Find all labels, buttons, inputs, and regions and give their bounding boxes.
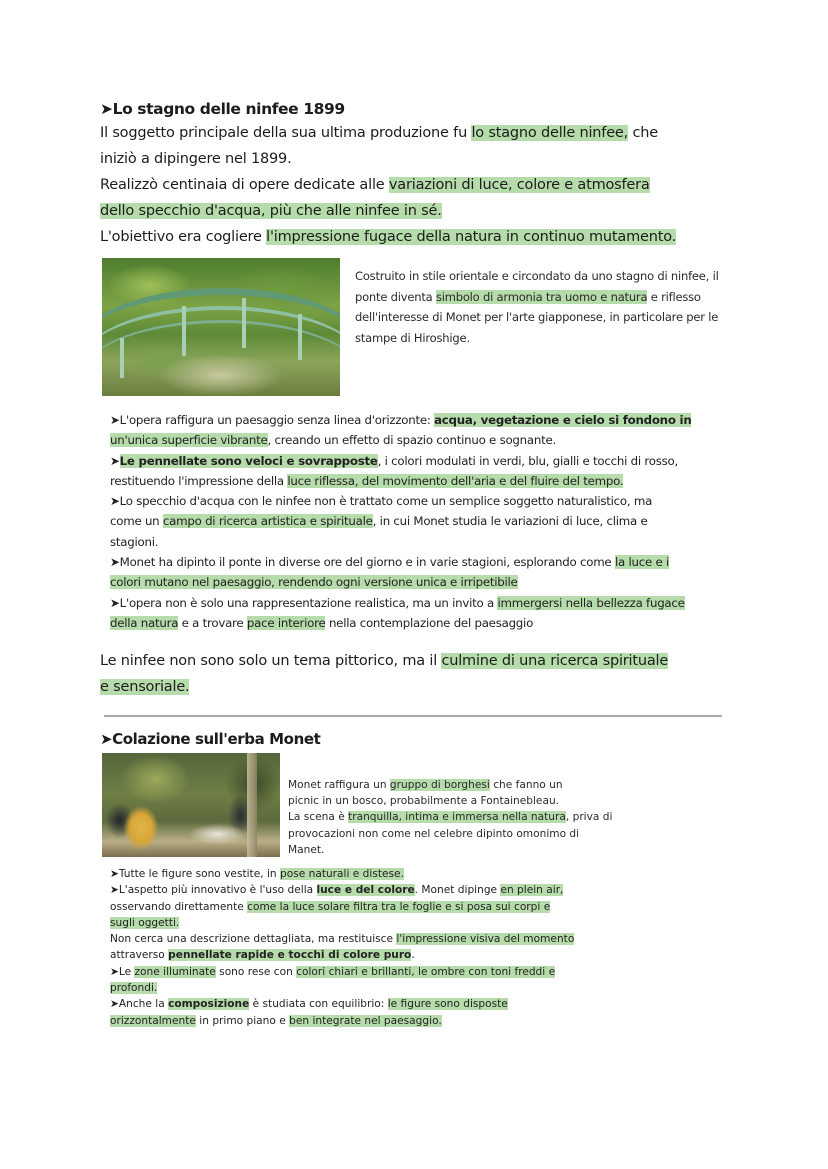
text-segment: provocazioni non come nel celebre dipinto omonimo di	[288, 827, 580, 840]
highlighted-text: come la luce solare filtra tra le foglie e si posa sui corpi e	[247, 900, 551, 913]
caption-line	[355, 328, 800, 349]
bullet-line	[110, 430, 800, 450]
text-segment: iniziò a dipingere nel 1899.	[100, 151, 292, 167]
text-segment: ➤	[110, 453, 120, 468]
section-heading-ninfee: ➤Lo stagno delle ninfee 1899	[100, 100, 345, 118]
bullet-line	[110, 532, 800, 552]
highlighted-text: profondi.	[110, 982, 158, 995]
text-segment: sono rese con	[215, 965, 297, 978]
text-segment: ➤Lo specchio d'acqua con le ninfee non è trattato come un semplice soggetto naturalistico, ma	[110, 494, 653, 509]
text-segment: , creando un effetto di spazio continuo e sognante.	[267, 433, 556, 448]
bullet-line	[110, 980, 690, 996]
intro-line	[100, 172, 676, 198]
bullet-line	[110, 1013, 690, 1029]
caption-line	[288, 826, 688, 842]
text-segment: restituendo l'impressione della	[110, 473, 288, 488]
bullet-line	[110, 899, 690, 915]
colazione-bullet-list	[110, 866, 690, 1029]
text-segment: nella contemplazione del paesaggio	[325, 615, 534, 630]
text-segment: Il soggetto principale della sua ultima produzione fu	[100, 125, 472, 141]
highlighted-text: un'unica superficie vibrante	[110, 433, 268, 448]
highlighted-text: acqua, vegetazione e cielo si fondono in	[434, 413, 692, 427]
text-segment: ➤Tutte le figure sono vestite, in	[110, 868, 280, 880]
highlighted-text: composizione	[168, 998, 250, 1011]
highlighted-text: immergersi nella bellezza fugace	[497, 595, 685, 610]
text-segment: in primo piano e	[195, 1014, 290, 1027]
text-segment: ➤L'opera non è solo una rappresentazione realistica, ma un invito a	[110, 595, 498, 610]
highlighted-text: sugli oggetti.	[110, 916, 180, 929]
bullet-line	[110, 931, 690, 947]
intro-line	[100, 198, 676, 224]
text-segment: dell'interesse di Monet per l'arte giapponese, in particolare per le	[355, 310, 719, 324]
bridge-caption	[355, 266, 800, 348]
caption-line	[288, 777, 688, 793]
intro-paragraph	[100, 120, 676, 250]
caption-line	[288, 842, 688, 858]
highlighted-text: lo stagno delle ninfee,	[471, 125, 629, 141]
intro-line	[100, 224, 676, 250]
intro-line	[100, 120, 676, 146]
text-segment: e riflesso	[647, 289, 701, 304]
text-segment: . Monet dipinge	[414, 884, 501, 897]
dejeuner-sur-lherbe-painting	[102, 753, 280, 857]
text-segment: ➤Le	[110, 965, 135, 978]
bullet-line	[110, 471, 800, 491]
highlighted-text: variazioni di luce, colore e atmosfera	[388, 177, 650, 193]
bullet-line	[110, 593, 800, 613]
text-segment: che fanno un	[489, 779, 563, 791]
highlighted-text: pose naturali e distese.	[280, 868, 404, 880]
highlighted-text: luce riflessa, del movimento dell'aria e del fluire del tempo.	[287, 473, 624, 488]
text-segment: , i colori modulati in verdi, blu, gialli e tocchi di rosso,	[377, 453, 678, 468]
highlighted-text: colori mutano nel paesaggio, rendendo ogni versione unica e irripetibile	[110, 575, 518, 590]
section-heading-colazione: ➤Colazione sull'erba Monet	[100, 730, 321, 748]
highlighted-text: Le pennellate sono veloci e sovrapposte	[119, 453, 378, 468]
text-segment: Costruito in stile orientale e circondato da uno stagno di ninfee, il	[355, 269, 719, 283]
text-segment: ➤Monet ha dipinto il ponte in diverse ore del giorno e in varie stagioni, esplorando come	[110, 555, 615, 570]
highlighted-text: campo di ricerca artistica e spirituale	[162, 514, 373, 529]
caption-line	[288, 809, 688, 825]
bullet-line	[110, 613, 800, 633]
text-segment: .	[411, 949, 415, 962]
bullet-line	[110, 866, 690, 882]
text-segment: ponte diventa	[355, 289, 436, 304]
bullet-line	[110, 882, 690, 898]
text-segment: Realizzò centinaia di opere dedicate alle	[100, 177, 389, 193]
text-segment: , in cui Monet studia le variazioni di luce, clima e	[372, 514, 648, 529]
bullet-line	[110, 947, 690, 963]
highlighted-text: l'impressione visiva del momento	[396, 933, 575, 946]
highlighted-text: pennellate rapide e tocchi di colore puro	[168, 949, 412, 962]
text-segment: che	[628, 125, 658, 141]
highlighted-text: zone illuminate	[134, 965, 216, 978]
highlighted-text: e sensoriale.	[100, 679, 190, 695]
picnic-caption	[288, 777, 688, 858]
highlighted-text: en plein air,	[500, 884, 564, 897]
text-segment: stampe di Hiroshige.	[355, 330, 470, 345]
intro-line	[100, 146, 676, 172]
ninfee-conclusion	[100, 648, 668, 700]
text-segment: come un	[110, 514, 163, 529]
text-segment: e a trovare	[178, 615, 247, 630]
caption-line	[355, 266, 800, 287]
highlighted-text: le figure sono disposte	[387, 998, 508, 1011]
highlighted-text: ben integrate nel paesaggio.	[289, 1014, 442, 1027]
text-segment: osservando direttamente	[110, 900, 248, 913]
highlighted-text: simbolo di armonia tra uomo e natura	[435, 289, 648, 304]
section-divider	[104, 715, 722, 717]
highlighted-text: culmine di una ricerca spirituale	[441, 653, 669, 669]
highlighted-text: gruppo di borghesi	[389, 779, 490, 791]
bullet-line	[110, 491, 800, 511]
highlighted-text: tranquilla, intima e immersa nella natura	[348, 811, 566, 824]
text-segment: Monet raffigura un	[288, 779, 390, 791]
ninfee-bullet-list	[110, 410, 800, 633]
highlighted-text: colori chiari e brillanti, le ombre con toni freddi e	[296, 965, 556, 978]
text-segment: , priva di	[565, 811, 613, 824]
text-segment: ➤L'opera raffigura un paesaggio senza linea d'orizzonte:	[110, 413, 435, 427]
highlighted-text: pace interiore	[246, 615, 326, 630]
highlighted-text: della natura	[110, 615, 179, 630]
bullet-line	[110, 552, 800, 572]
highlighted-text: luce e del colore	[316, 884, 415, 897]
text-segment: stagioni.	[110, 534, 159, 549]
bullet-line	[110, 511, 800, 531]
conclusion-line	[100, 674, 668, 700]
highlighted-text: la luce e i	[614, 555, 669, 570]
bullet-line	[110, 996, 690, 1012]
bullet-line	[110, 964, 690, 980]
text-segment: Manet.	[288, 843, 325, 856]
text-segment: ➤Anche la	[110, 998, 169, 1011]
highlighted-text: l'impressione fugace della natura in continuo mutamento.	[266, 229, 677, 245]
text-segment: picnic in un bosco, probabilmente a Fontainebleau.	[288, 795, 560, 808]
bullet-line	[110, 410, 800, 430]
bullet-line	[110, 451, 800, 471]
japanese-bridge-painting	[102, 258, 340, 396]
caption-line	[355, 287, 800, 308]
text-segment: La scena è	[288, 811, 349, 824]
bullet-line	[110, 572, 800, 592]
caption-line	[288, 793, 688, 809]
highlighted-text: orizzontalmente	[110, 1014, 196, 1027]
text-segment: L'obiettivo era cogliere	[100, 229, 267, 245]
text-segment: attraverso	[110, 949, 169, 962]
text-segment: ➤L'aspetto più innovativo è l'uso della	[110, 884, 317, 897]
text-segment: Le ninfee non sono solo un tema pittorico, ma il	[100, 653, 442, 669]
text-segment: è studiata con equilibrio:	[249, 998, 388, 1011]
highlighted-text: dello specchio d'acqua, più che alle ninfee in sé.	[100, 203, 442, 219]
bullet-line	[110, 915, 690, 931]
text-segment: Non cerca una descrizione dettagliata, ma restituisce	[110, 933, 397, 946]
conclusion-line	[100, 648, 668, 674]
caption-line	[355, 307, 800, 328]
